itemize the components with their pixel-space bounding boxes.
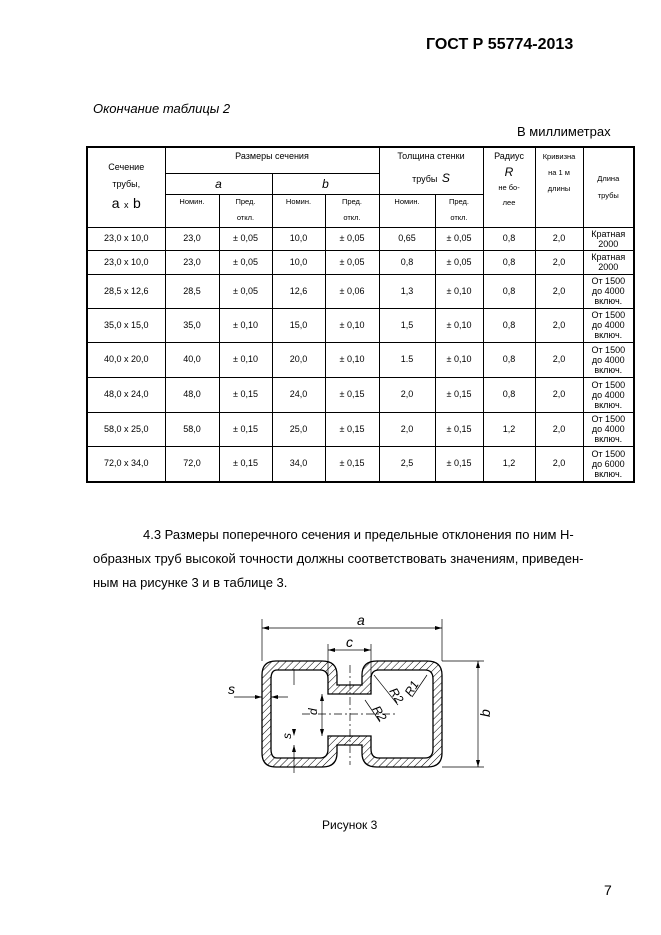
document-header: ГОСТ Р 55774-2013 <box>426 36 574 53</box>
label-b: b <box>477 709 493 717</box>
table-row: 40,0 x 20,0 40,0 ± 0,10 20,0 ± 0,10 1.5 ± 0,10 0,8 2,0 От 1500 до 4000 включ. <box>87 342 634 377</box>
figure-caption: Рисунок 3 <box>322 818 378 832</box>
header-a-nominal: Номин. <box>165 194 219 227</box>
label-d: d <box>306 708 320 715</box>
table-row: 72,0 x 34,0 72,0 ± 0,15 34,0 ± 0,15 2,5 ± 0,15 1,2 2,0 От 1500 до 6000 включ. <box>87 446 634 482</box>
header-section-size: Сечение трубы, a x b <box>87 147 165 227</box>
table-row: 58,0 x 25,0 58,0 ± 0,15 25,0 ± 0,15 2,0 ± 0,15 1,2 2,0 От 1500 до 4000 включ. <box>87 412 634 446</box>
table-row: 23,0 x 10,0 23,0 ± 0,05 10,0 ± 0,05 0,8 ± 0,05 0,8 2,0 Кратная 2000 <box>87 250 634 274</box>
dimensions-table <box>86 146 635 483</box>
header-length: Длина трубы <box>583 147 634 227</box>
table-row: 23,0 x 10,0 23,0 ± 0,05 10,0 ± 0,05 0,65 ± 0,05 0,8 2,0 Кратная 2000 <box>87 227 634 250</box>
header-b-deviation: Пред. откл. <box>325 194 379 227</box>
header-radius: Радиус R не бо- лее <box>483 147 535 227</box>
label-s-outer: s <box>228 681 235 697</box>
label-r1: R1 <box>401 678 422 699</box>
header-b-nominal: Номин. <box>272 194 325 227</box>
header-a-deviation: Пред. откл. <box>219 194 272 227</box>
header-a: a <box>165 173 272 194</box>
label-r2-lower: R2 <box>369 703 390 724</box>
table-row: 48,0 x 24,0 48,0 ± 0,15 24,0 ± 0,15 2,0 ± 0,15 0,8 2,0 От 1500 до 4000 включ. <box>87 377 634 412</box>
header-section-dimensions: Размеры сечения <box>165 147 379 173</box>
header-curvature: Кривизна на 1 м длины <box>535 147 583 227</box>
table-caption: Окончание таблицы 2 <box>93 101 231 116</box>
header-s-deviation: Пред. откл. <box>435 194 483 227</box>
label-s-inner: s <box>280 733 294 739</box>
section-4-3-paragraph: 4.3 Размеры поперечного сечения и предельные отклонения по ним Н- образных труб высокой точности должны соответствовать значениям, приведен- ным на рисунке 3 и в таблице 3. <box>93 527 584 590</box>
header-b: b <box>272 173 379 194</box>
units-note: В миллиметрах <box>517 124 611 139</box>
h-profile-drawing <box>222 605 498 775</box>
label-a: a <box>357 612 365 628</box>
page-number: 7 <box>604 882 612 898</box>
table-row: 35,0 x 15,0 35,0 ± 0,10 15,0 ± 0,10 1,5 ± 0,10 0,8 2,0 От 1500 до 4000 включ. <box>87 308 634 342</box>
header-wall-thickness: Толщина стенки трубы S <box>379 147 483 194</box>
table-row: 28,5 x 12,6 28,5 ± 0,05 12,6 ± 0,06 1,3 ± 0,10 0,8 2,0 От 1500 до 4000 включ. <box>87 274 634 308</box>
header-s-nominal: Номин. <box>379 194 435 227</box>
label-c: c <box>346 634 353 650</box>
label-r2-upper: R2 <box>386 685 407 706</box>
